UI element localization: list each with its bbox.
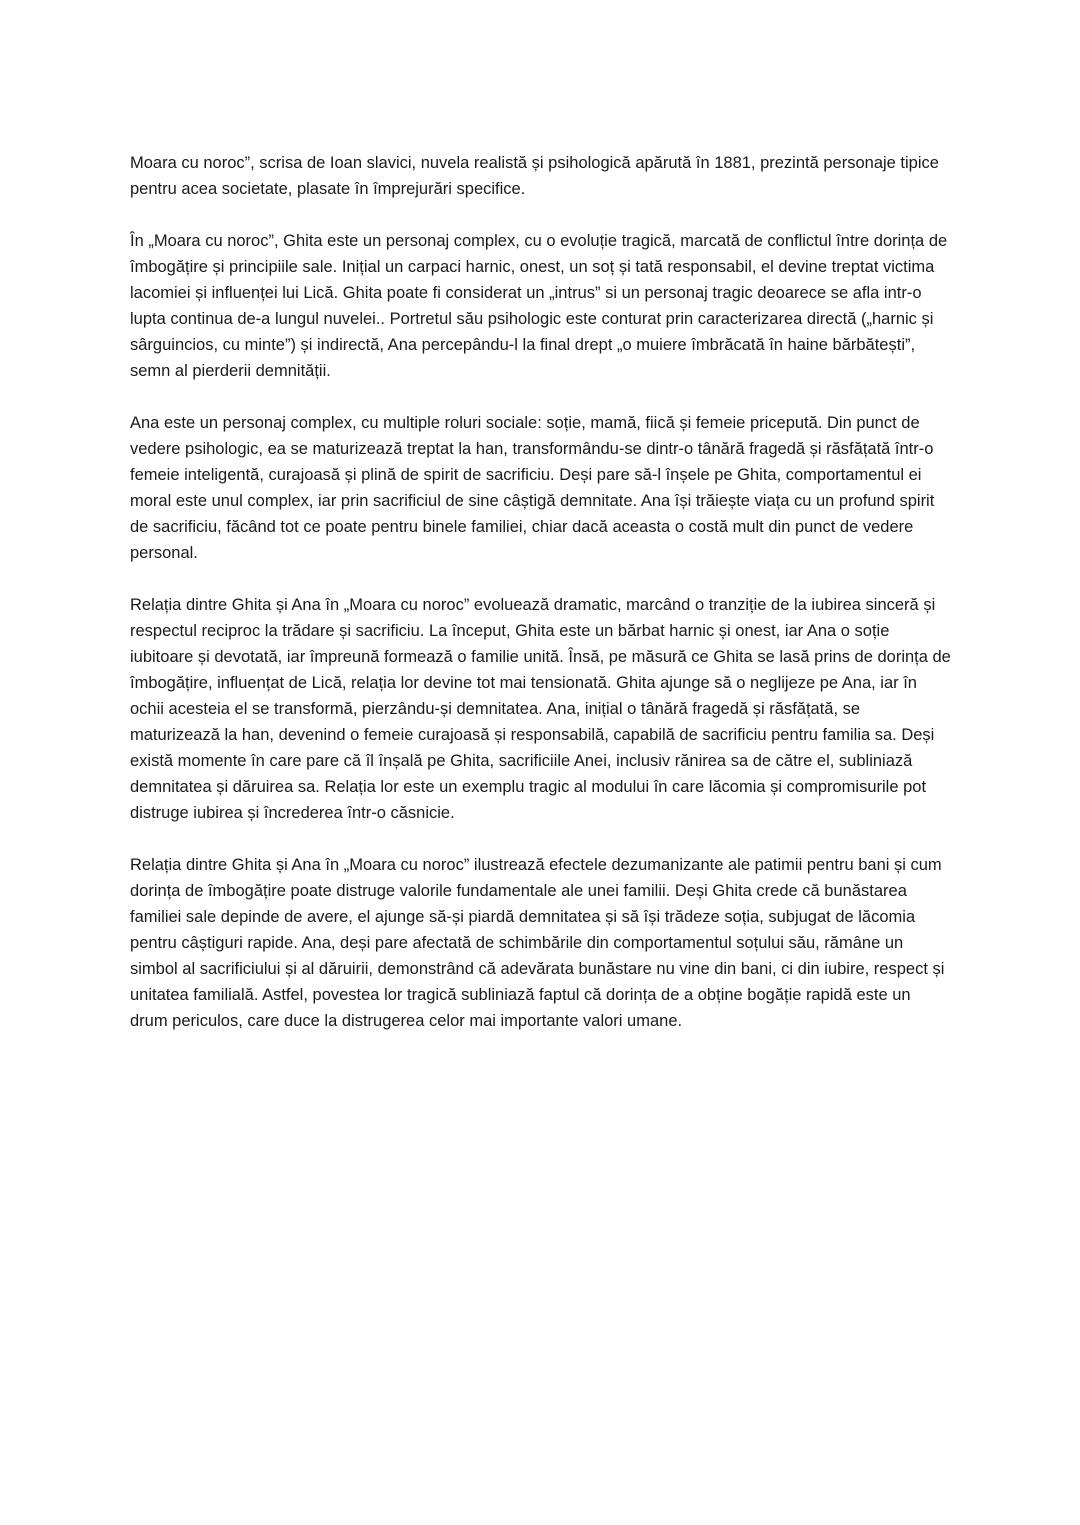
paragraph-relationship-evolution: Relația dintre Ghita și Ana în „Moara cu noroc” evoluează dramatic, marcând o tranziție de la iubirea sinceră și respectul reciproc la trădare și sacrificiu. La început, Ghita este un bărbat harnic și onest, iar Ana o soție iubitoare și devotată, iar împreună formează o familie unită. Însă, pe măsură ce Ghita se lasă prins de dorința de îmbogățire, influențat de Lică, relația lor devine tot mai tensionată. Ghita ajunge să o neglijeze pe Ana, iar în ochii acesteia el se transformă, pierzându-și demnitatea. Ana, inițial o tânără fragedă și răsfățată, se maturizează la han, devenind o femeie curajoasă și responsabilă, capabilă de sacrificiu pentru familia sa. Deși există momente în care pare că îl înșală pe Ghita, sacrificiile Anei, inclusiv rănirea sa de către el, subliniază demnitatea și dăruirea sa. Relația lor este un exemplu tragic al modului în care lăcomia și compromisurile pot distruge iubirea și încrederea într-o căsnicie. (130, 596, 956, 822)
document-body (130, 150, 956, 1060)
paragraph-intro: Moara cu noroc”, scrisa de Ioan slavici, nuvela realistă și psihologică apărută în 1881, prezintă personaje tipice pentru acea societate, plasate în împrejurări specifice. (130, 154, 944, 198)
paragraph-ana-characterization: Ana este un personaj complex, cu multiple roluri sociale: soție, mamă, fiică și femeie pricepută. Din punct de vedere psihologic, ea se maturizează treptat la han, transformându-se dintr-o tânără fragedă și răsfățată într-o femeie inteligentă, curajoasă și plină de spirit de sacrificiu. Deși pare să-l înșele pe Ghita, comportamentul ei moral este unul complex, iar prin sacrificiul de sine câștigă demnitate. Ana își trăiește viața cu un profund spirit de sacrificiu, făcând tot ce poate pentru binele familiei, chiar dacă aceasta o costă mult din punct de vedere personal. (130, 414, 939, 562)
paragraph-ghita-characterization: În „Moara cu noroc”, Ghita este un personaj complex, cu o evoluție tragică, marcată de conflictul între dorința de îmbogățire și principiile sale. Inițial un carpaci harnic, onest, un soț și tată responsabil, el devine treptat victima lacomiei și influenței lui Lică. Ghita poate fi considerat un „intrus” si un personaj tragic deoarece se afla intr-o lupta continua de-a lungul nuvelei.. Portretul său psihologic este conturat prin caracterizarea directă („harnic și sârguincios, cu minte”) și indirectă, Ana percepându-l la final drept „o muiere îmbrăcată în haine bărbătești”, semn al pierderii demnității. (130, 232, 952, 380)
paragraph-conclusion: Relația dintre Ghita și Ana în „Moara cu noroc” ilustrează efectele dezumanizante ale patimii pentru bani și cum dorința de îmbogățire poate distruge valorile fundamentale ale unei familii. Deși Ghita crede că bunăstarea familiei sale depinde de avere, el ajunge să-și piardă demnitatea și să își trădeze soția, subjugat de lăcomia pentru câștiguri rapide. Ana, deși pare afectată de schimbările din comportamentul soțului său, rămâne un simbol al sacrificiului și al dăruirii, demonstrând că adevărata bunăstare nu vine din bani, ci din iubire, respect și unitatea familială. Astfel, povestea lor tragică subliniază faptul că dorința de a obține bogăție rapidă este un drum periculos, care duce la distrugerea celor mai importante valori umane. (130, 856, 950, 1030)
